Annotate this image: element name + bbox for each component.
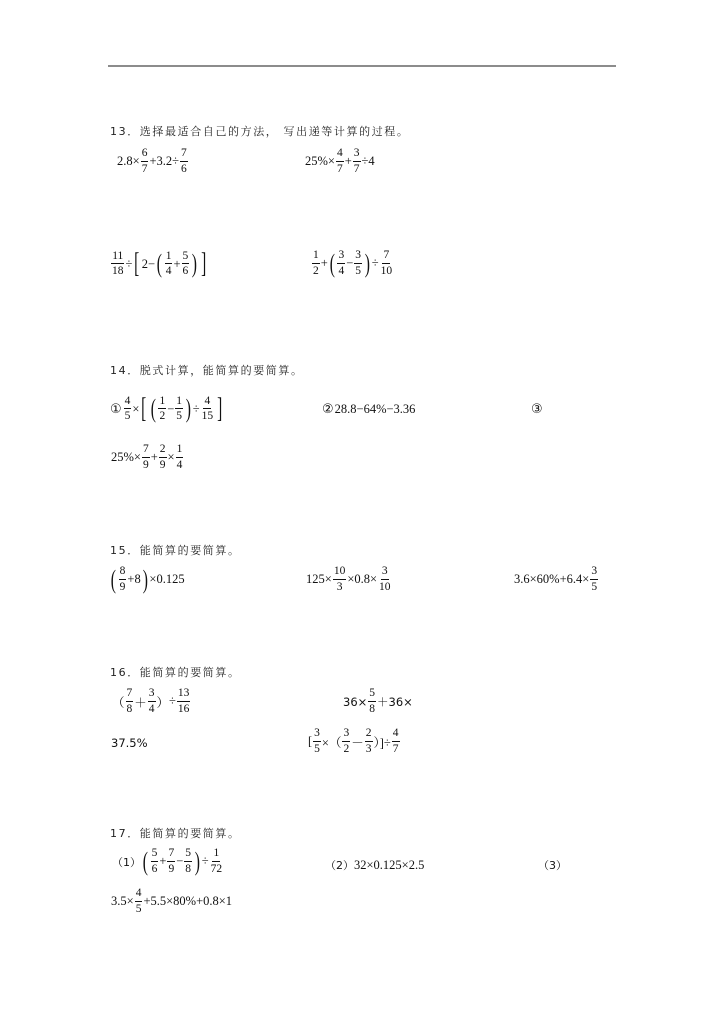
fraction: $\frac{2}{3}$ xyxy=(365,727,372,755)
term: ÷ xyxy=(125,256,133,271)
term: ×0.125 xyxy=(149,572,185,586)
term: + xyxy=(173,256,181,271)
fraction: $\frac{3}{2}$ xyxy=(343,727,350,755)
term: +5.5×80%+0.8×1 xyxy=(143,894,233,908)
item-marker: ③ xyxy=(531,402,543,417)
left-paren: ( xyxy=(150,394,156,423)
fraction: $\frac{1}{5}$ xyxy=(176,394,183,422)
q13-expr-2 xyxy=(305,148,375,175)
item-marker: （1） xyxy=(112,855,141,869)
item-marker: ② xyxy=(322,402,334,417)
fraction: $\frac{10}{3}$ xyxy=(333,565,346,593)
term: +3.2÷ xyxy=(149,154,179,168)
term: 2− xyxy=(141,256,156,271)
fraction: $\frac{2}{9}$ xyxy=(159,443,166,471)
fraction: $\frac{4}{15}$ xyxy=(201,394,214,422)
left-paren: ( xyxy=(142,846,148,876)
q17-expr-1 xyxy=(112,848,224,875)
right-paren: ) xyxy=(194,846,200,876)
fraction: $\frac{1}{4}$ xyxy=(165,249,172,277)
term: ÷4 xyxy=(361,154,375,168)
fraction: $\frac{6}{7}$ xyxy=(141,147,148,175)
term: × xyxy=(132,401,140,416)
q14-expr-3-marker xyxy=(531,402,544,417)
fraction: $\frac{7}{10}$ xyxy=(380,249,393,277)
right-paren: ) xyxy=(191,249,198,278)
left-bracket: [ xyxy=(141,393,147,424)
left-paren: ( xyxy=(110,564,116,594)
q17-expr-2 xyxy=(325,857,424,873)
term: + xyxy=(320,256,328,270)
q16-title: 16．能简算的要简算。 xyxy=(110,666,241,679)
term: ×0.8× xyxy=(347,572,378,586)
right-paren: ) xyxy=(364,248,370,278)
left-paren: （ xyxy=(112,695,125,710)
term: 2.8× xyxy=(117,154,140,168)
fraction: $\frac{7}{6}$ xyxy=(180,147,187,175)
q16-expr-1 xyxy=(112,688,191,715)
q14-title: 14．脱式计算，能简算的要简算。 xyxy=(110,364,304,377)
right-bracket: ] xyxy=(201,248,207,279)
term: ÷ xyxy=(371,256,379,270)
fraction: $\frac{4}{5}$ xyxy=(135,887,142,915)
header-rule xyxy=(108,65,616,67)
right-bracket: ] xyxy=(217,393,223,424)
term: ÷ xyxy=(201,854,209,868)
right-paren: ) xyxy=(142,564,148,594)
term: 125× xyxy=(306,572,332,586)
term: 32×0.125×2.5 xyxy=(354,857,425,872)
term: + xyxy=(344,154,352,168)
q13-title: 13．选择最适合自己的方法， 写出递等计算的过程。 xyxy=(110,125,410,138)
q16-expr-2 xyxy=(343,688,413,715)
q14-expr-2 xyxy=(322,402,415,417)
term: ＋ xyxy=(134,695,147,710)
fraction: $\frac{7}{9}$ xyxy=(168,847,175,875)
fraction: $\frac{3}{5}$ xyxy=(355,249,362,277)
left-paren: ( xyxy=(156,249,162,278)
fraction: $\frac{5}{6}$ xyxy=(182,249,189,277)
term: ÷ xyxy=(169,694,176,708)
q15-expr-2 xyxy=(306,566,393,593)
term: − xyxy=(167,401,175,416)
term: ×（ xyxy=(321,735,342,750)
term: ＋36× xyxy=(377,694,413,709)
fraction: $\frac{4}{5}$ xyxy=(124,394,131,422)
term: − xyxy=(176,854,184,868)
term: +8 xyxy=(127,572,141,586)
fraction: $\frac{3}{5}$ xyxy=(314,727,320,755)
term: 25%× xyxy=(111,450,141,464)
fraction: $\frac{13}{16}$ xyxy=(177,687,190,715)
fraction: $\frac{1}{2}$ xyxy=(313,249,319,277)
term: 28.8−64%−3.36 xyxy=(334,402,416,416)
fraction: $\frac{7}{8}$ xyxy=(126,687,133,715)
fraction: $\frac{1}{2}$ xyxy=(159,394,166,422)
q13-expr-3 xyxy=(110,250,208,278)
right-paren: ) xyxy=(185,394,191,423)
term: + xyxy=(150,450,158,464)
term: 3.6×60%+6.4× xyxy=(514,572,590,586)
right-paren: ） xyxy=(156,695,170,710)
term: ÷ xyxy=(192,401,200,416)
q17-title: 17．能简算的要简算。 xyxy=(110,827,241,840)
fraction: $\frac{1}{72}$ xyxy=(210,847,223,875)
fraction: $\frac{7}{9}$ xyxy=(142,443,149,471)
fraction: $\frac{3}{5}$ xyxy=(591,565,598,593)
left-bracket: [ xyxy=(308,734,313,748)
term: 37.5% xyxy=(111,736,148,750)
q16-expr-3 xyxy=(308,728,401,755)
fraction: $\frac{4}{7}$ xyxy=(392,727,399,755)
q14-expr-3 xyxy=(111,444,184,471)
fraction: $\frac{4}{7}$ xyxy=(336,147,343,175)
fraction: $\frac{5}{8}$ xyxy=(185,847,192,875)
fraction: $\frac{3}{10}$ xyxy=(379,565,391,593)
q15-expr-1 xyxy=(109,566,185,593)
q17-expr-3 xyxy=(111,888,232,915)
term: － xyxy=(351,735,364,750)
term: 25%× xyxy=(305,154,335,168)
fraction: $\frac{3}{7}$ xyxy=(353,147,360,175)
fraction: $\frac{3}{4}$ xyxy=(148,687,155,715)
item-marker: （2） xyxy=(325,859,354,872)
q17-expr-3-marker xyxy=(538,857,567,873)
term: ）]÷ xyxy=(373,735,391,750)
item-marker: ① xyxy=(110,401,122,417)
term: 3.5× xyxy=(111,894,134,908)
fraction: $\frac{5}{6}$ xyxy=(151,847,158,875)
q13-expr-4 xyxy=(311,250,394,277)
fraction: $\frac{5}{8}$ xyxy=(369,687,376,715)
item-marker: （3） xyxy=(538,859,567,872)
term: × xyxy=(167,450,175,464)
q16-expr-2-continued xyxy=(111,736,148,750)
q15-title: 15．能简算的要简算。 xyxy=(110,544,241,557)
left-paren: ( xyxy=(329,248,335,278)
q13-expr-1 xyxy=(117,148,189,175)
fraction: $\frac{8}{9}$ xyxy=(119,565,126,593)
term: − xyxy=(346,256,354,270)
q14-expr-1 xyxy=(110,395,224,423)
term: 36× xyxy=(343,694,368,709)
fraction: $\frac{11}{18}$ xyxy=(112,249,124,277)
fraction: $\frac{1}{4}$ xyxy=(176,443,183,471)
q15-expr-3 xyxy=(514,566,599,593)
fraction: $\frac{3}{4}$ xyxy=(338,249,345,277)
term: + xyxy=(159,854,167,868)
left-bracket: [ xyxy=(134,248,140,279)
